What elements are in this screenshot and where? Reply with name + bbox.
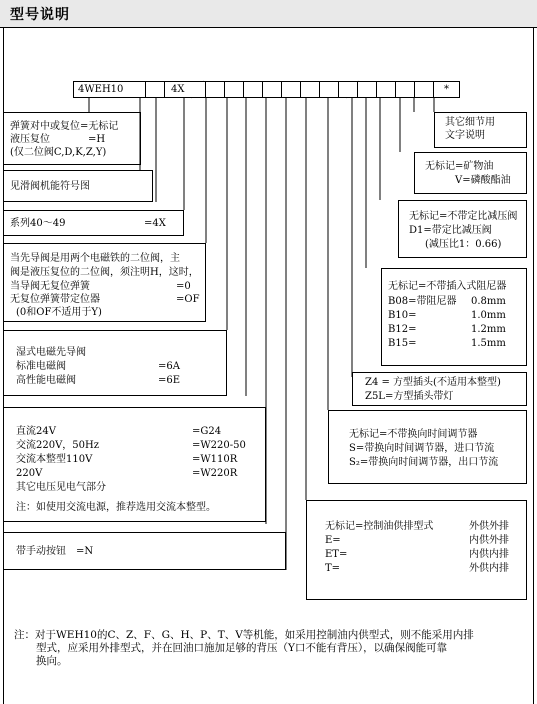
text-line: Z5L=方型插头带灯 bbox=[365, 391, 454, 402]
text-line: =H bbox=[88, 134, 106, 145]
code-cell-blank bbox=[300, 81, 320, 98]
text-line: 注：如使用交流电源，推荐选用交流本整型。 bbox=[16, 502, 216, 513]
box-other-details bbox=[434, 112, 527, 148]
text-line: 1.5mm bbox=[471, 338, 506, 349]
text-line: 无标记=不带插入式阻尼器 bbox=[388, 281, 507, 292]
box-solenoid-valve bbox=[3, 330, 227, 396]
footnote-line: 注：对于WEH10的C、Z、F、G、H、P、T、V等机能，如采用控制油内供型式，则不能采用内排 bbox=[14, 629, 474, 641]
text-line: 其它电压见电气部分 bbox=[16, 482, 106, 493]
page-title: 型号说明 bbox=[10, 7, 70, 23]
text-line: 无标记=不带定比减压阀 bbox=[409, 211, 518, 222]
text-line: 0.8mm bbox=[471, 296, 506, 307]
text-line: T= bbox=[325, 563, 341, 574]
text-line: =W110R bbox=[192, 454, 238, 465]
box-series bbox=[3, 210, 184, 236]
code-cell-blank bbox=[376, 81, 396, 98]
code-cell-blank bbox=[281, 81, 301, 98]
text-line: =G24 bbox=[192, 426, 222, 437]
footnote-line: 型式，应采用外排型式，并在回油口施加足够的背压（Y口不能有背压），以确保阀能可靠 bbox=[36, 642, 448, 654]
text-line: =6A bbox=[158, 361, 180, 372]
code-cell-blank bbox=[395, 81, 415, 98]
code-cell-star bbox=[433, 81, 460, 98]
box-manual-button bbox=[3, 532, 286, 570]
text-line: =0 bbox=[176, 281, 191, 292]
box-pressure-reducer bbox=[398, 200, 527, 258]
text-line: 直流24V bbox=[16, 426, 56, 437]
model-code: 4WEH10 bbox=[78, 84, 124, 95]
text-line: B08=带阻尼器 bbox=[388, 296, 457, 307]
code-cell-blank bbox=[205, 81, 225, 98]
box-timer bbox=[328, 410, 527, 484]
text-line: 1.2mm bbox=[471, 324, 506, 335]
text-line: Z4 = 方型插头(不适用本整型) bbox=[365, 377, 501, 388]
box-plug bbox=[352, 372, 527, 406]
text-line: =6E bbox=[158, 375, 181, 386]
text-line: 系列40～49 bbox=[10, 218, 66, 229]
model-code-cell bbox=[73, 81, 146, 98]
text-line: =OF bbox=[176, 294, 200, 305]
text-line: 高性能电磁阀 bbox=[16, 375, 76, 386]
text-line: 1.0mm bbox=[471, 310, 506, 321]
text-line: 外供内排 bbox=[469, 563, 509, 574]
text-line: 无标记=控制油供排型式 bbox=[325, 521, 434, 532]
text-line: 湿式电磁先导阀 bbox=[16, 347, 86, 358]
text-line: (减压比1：0.66) bbox=[425, 239, 502, 250]
text-line: 无标记=不带换向时间调节器 bbox=[349, 429, 478, 440]
text-line: B15= bbox=[388, 338, 417, 349]
box-damper bbox=[381, 268, 527, 366]
code-cell-blank bbox=[243, 81, 263, 98]
box-oil bbox=[414, 152, 527, 194]
footnote bbox=[14, 629, 529, 668]
text-line: (0和OF不适用于Y) bbox=[16, 307, 102, 318]
text-line: 其它细节用 bbox=[445, 117, 495, 128]
box-spring-return bbox=[3, 112, 141, 165]
text-line: 内供内排 bbox=[469, 549, 509, 560]
text-line: 弹簧对中或复位=无标记 bbox=[10, 121, 119, 132]
text-line: 当导阀无复位弹簧 bbox=[10, 281, 90, 292]
text-line: 交流220V，50Hz bbox=[16, 440, 100, 451]
text-line: 阀是液压复位的二位阀，须注明H，这时， bbox=[10, 267, 199, 278]
text-line: 无复位弹簧带定位器 bbox=[10, 294, 100, 305]
code-cell-blank bbox=[357, 81, 377, 98]
text-line: D1=带定比减压阀 bbox=[409, 225, 492, 236]
text-line: 外供外排 bbox=[469, 521, 509, 532]
code-cell-blank bbox=[414, 81, 434, 98]
box-pilot-valve-note bbox=[3, 243, 206, 322]
text-line: 交流本整型110V bbox=[16, 454, 93, 465]
series-code: 4X bbox=[171, 84, 185, 95]
text-line: 当先导阀是用两个电磁铁的二位阀，主 bbox=[10, 253, 180, 264]
text-line: S=带换向时间调节器，进口节流 bbox=[349, 443, 495, 454]
text-line: B12= bbox=[388, 324, 417, 335]
code-cell-series bbox=[164, 81, 206, 98]
footnote-line: 换向。 bbox=[36, 655, 68, 667]
box-voltage bbox=[3, 407, 266, 522]
text-line: 文字说明 bbox=[445, 130, 485, 141]
text-line: 液压复位 bbox=[10, 134, 50, 145]
text-line: =W220-50 bbox=[192, 440, 246, 451]
code-cell-blank bbox=[224, 81, 244, 98]
text-line: B10= bbox=[388, 310, 417, 321]
code-cell-blank bbox=[338, 81, 358, 98]
text-line: E= bbox=[325, 535, 341, 546]
text-line: =4X bbox=[144, 218, 166, 229]
box-oil-supply bbox=[306, 500, 527, 600]
text-line: 带手动按钮 =N bbox=[16, 546, 94, 557]
text-line: 见滑阀机能符号图 bbox=[10, 181, 90, 192]
text-line: 无标记=矿物油 bbox=[425, 161, 494, 172]
star-code: * bbox=[444, 84, 449, 95]
text-line: 内供外排 bbox=[469, 535, 509, 546]
code-cell-blank bbox=[319, 81, 339, 98]
text-line: V=磷酸酯油 bbox=[455, 175, 511, 186]
text-line: 标准电磁阀 bbox=[16, 361, 66, 372]
text-line: 220V bbox=[16, 468, 43, 479]
code-cell-blank bbox=[262, 81, 282, 98]
text-line: S₂=带换向时间调节器，出口节流 bbox=[349, 457, 499, 468]
text-line: =W220R bbox=[192, 468, 238, 479]
code-cell-blank bbox=[145, 81, 165, 98]
text-line: ET= bbox=[325, 549, 348, 560]
text-line: (仅二位阀C,D,K,Z,Y) bbox=[10, 147, 107, 158]
box-spool-function bbox=[3, 170, 153, 202]
